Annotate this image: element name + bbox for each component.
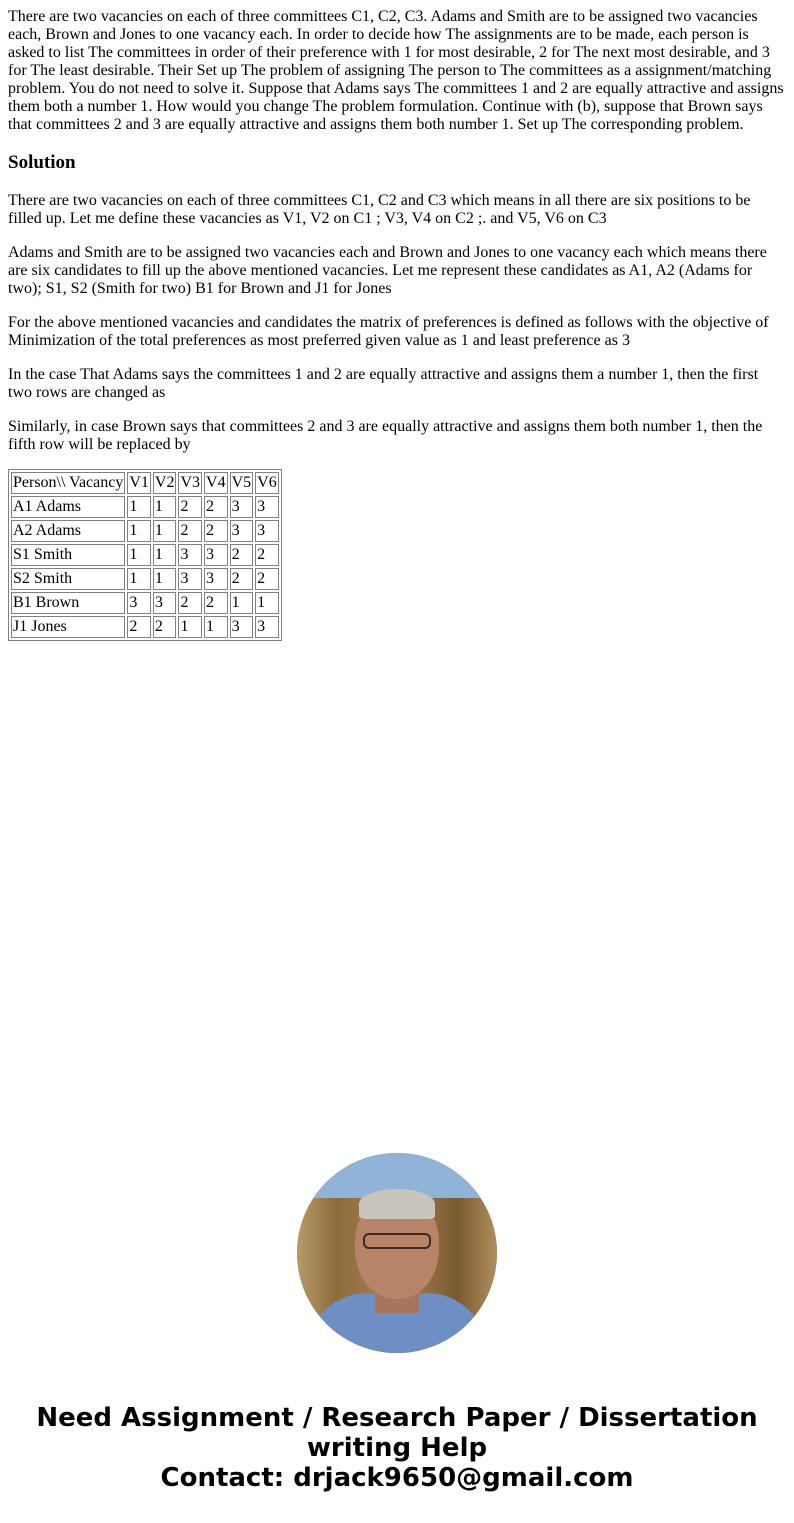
table-cell: 3 — [178, 544, 202, 566]
table-cell: J1 Jones — [11, 616, 125, 638]
table-row — [11, 592, 279, 614]
question-text: There are two vacancies on each of three committees C1, C2, C3. Adams and Smith are to be assigned two vacancies each, Brown and Jones to one vacancy each. In order to decide how The assignments are to be made, each person is asked to list The committees in order of their preference with 1 for most desirable, 2 for The next most desirable, and 3 for The least desirable. Their Set up The problem of assigning The person to The committees as a assignment/matching problem. You do not need to solve it. Suppose that Adams says The committees 1 and 2 are equally attractive and assigns them both a number 1. How would you change The problem formulation. Continue with (b), suppose that Brown says that committees 2 and 3 are equally attractive and assigns them both number 1. Set up The corresponding problem. — [8, 8, 784, 133]
solution-paragraph: There are two vacancies on each of three committees C1, C2 and C3 which means in all there are six positions to be filled up. Let me define these vacancies as V1, V2 on C1 ; V3, V4 on C2 ;. and V5, V6 on C3 — [8, 192, 751, 227]
table-cell: 3 — [153, 592, 177, 614]
table-cell: B1 Brown — [11, 592, 125, 614]
footer-banner — [0, 1403, 794, 1493]
table-cell: 1 — [255, 592, 279, 614]
table-cell: 3 — [230, 616, 254, 638]
solution-paragraph: In the case That Adams says the committees 1 and 2 are equally attractive and assigns them a number 1, then the first two rows are changed as — [8, 366, 759, 401]
table-cell: 3 — [255, 520, 279, 542]
preference-table — [8, 469, 282, 641]
table-cell: 3 — [230, 520, 254, 542]
table-header-row — [11, 472, 279, 494]
footer-help-text: Need Assignment / Research Paper / Dissertation writing Help — [36, 1403, 758, 1463]
table-cell: 2 — [178, 496, 202, 518]
table-cell: 2 — [204, 592, 228, 614]
table-cell: 2 — [255, 568, 279, 590]
table-row — [11, 616, 279, 638]
table-cell: 1 — [153, 496, 177, 518]
table-header-cell: V4 — [204, 472, 228, 494]
table-cell: S1 Smith — [11, 544, 125, 566]
table-header-cell: V2 — [153, 472, 177, 494]
table-cell: 3 — [127, 592, 151, 614]
table-cell: 1 — [178, 616, 202, 638]
table-cell: 2 — [127, 616, 151, 638]
table-cell: 3 — [230, 496, 254, 518]
table-cell: 1 — [153, 568, 177, 590]
table-cell: 1 — [153, 544, 177, 566]
table-cell: A1 Adams — [11, 496, 125, 518]
table-header-cell: V1 — [127, 472, 151, 494]
table-cell: 1 — [204, 616, 228, 638]
solution-paragraph: For the above mentioned vacancies and candidates the matrix of preferences is defined as follows with the objective of Minimization of the total preferences as most preferred given value as 1 and least preference as 3 — [8, 314, 769, 349]
table-cell: S2 Smith — [11, 568, 125, 590]
table-cell: 1 — [127, 520, 151, 542]
table-cell: A2 Adams — [11, 520, 125, 542]
table-cell: 1 — [230, 592, 254, 614]
table-header-cell: Person\\ Vacancy — [11, 472, 125, 494]
table-cell: 3 — [255, 496, 279, 518]
table-cell: 2 — [178, 520, 202, 542]
table-cell: 3 — [204, 568, 228, 590]
table-row — [11, 496, 279, 518]
table-cell: 1 — [127, 568, 151, 590]
table-header-cell: V5 — [230, 472, 254, 494]
footer-contact: Contact: drjack9650@gmail.com — [160, 1463, 634, 1493]
table-cell: 2 — [230, 568, 254, 590]
solution-paragraph: Adams and Smith are to be assigned two vacancies each and Brown and Jones to one vacancy each which means there are six candidates to fill up the above mentioned vacancies. Let me represent these candidates as A1, A2 (Adams for two); S1, S2 (Smith for two) B1 for Brown and J1 for Jones — [8, 244, 767, 297]
table-cell: 3 — [255, 616, 279, 638]
table-cell: 2 — [204, 496, 228, 518]
table-cell: 1 — [153, 520, 177, 542]
table-cell: 3 — [178, 568, 202, 590]
author-photo — [297, 1153, 497, 1353]
solution-paragraph: Similarly, in case Brown says that committees 2 and 3 are equally attractive and assigns them both number 1, then the fifth row will be replaced by — [8, 418, 763, 453]
table-cell: 2 — [255, 544, 279, 566]
solution-heading: Solution — [8, 152, 76, 173]
table-cell: 3 — [204, 544, 228, 566]
table-header-cell: V3 — [178, 472, 202, 494]
table-cell: 2 — [178, 592, 202, 614]
document-body — [0, 0, 794, 641]
table-row — [11, 544, 279, 566]
table-cell: 2 — [204, 520, 228, 542]
table-row — [11, 568, 279, 590]
table-row — [11, 520, 279, 542]
table-header-cell: V6 — [255, 472, 279, 494]
table-cell: 2 — [230, 544, 254, 566]
table-cell: 1 — [127, 496, 151, 518]
table-cell: 1 — [127, 544, 151, 566]
table-cell: 2 — [153, 616, 177, 638]
